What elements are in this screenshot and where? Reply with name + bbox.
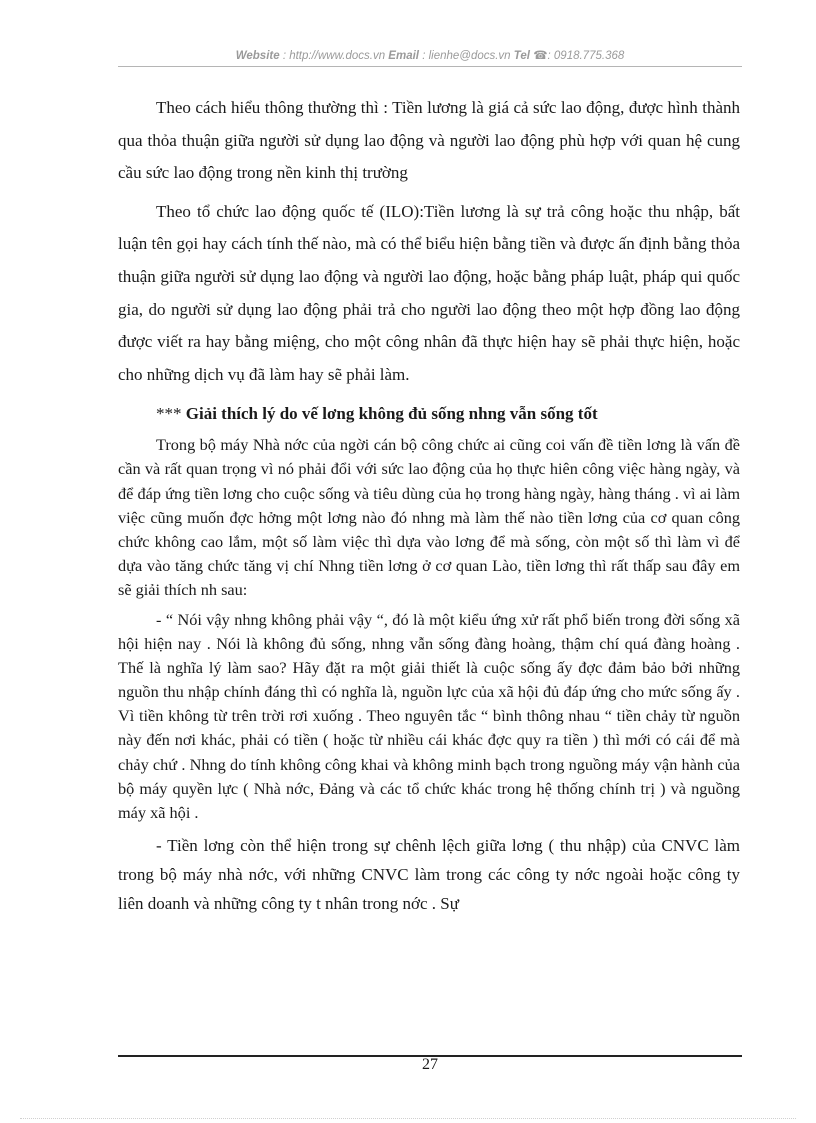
website-value: : http://www.docs.vn <box>282 50 386 62</box>
page-header <box>118 48 742 62</box>
email-value: : lienhe@docs.vn <box>422 50 511 62</box>
heading-stars: *** <box>156 404 182 424</box>
tel-value: : 0918.775.368 <box>547 50 625 62</box>
paragraph-wage-definition: Theo cách hiểu thông thường thì : Tiền lương là giá cả sức lao động, được hình thành qua thỏa thuận giữa người sử dụng lao động và người lao động phù hợp với quan hệ cung cầu sức lao động trong nền kinh thị trường <box>118 98 740 183</box>
email-label: Email <box>388 50 419 62</box>
paragraph-social-behavior: - “ Nói vậy nhng không phải vậy “, đó là một kiểu ứng xử rất phổ biến trong đời sống xã hội hiện nay . Nói là không đủ sống, nhng vẫn sống đàng hoàng, thậm chí quá đàng hoàng . Thế là nghĩa lý làm sao? Hãy đặt ra một giải thiết là cuộc sống ấy đợc đảm bảo bởi những nguồn thu nhập chính đáng thì có nghĩa là, nguồn lực của xã hội đủ đáp ứng cho mức sống ấy . Vì tiền không từ trên trời rơi xuống . Theo nguyên tắc “ bình thông nhau “ tiền chảy từ nguồn này đến nơi khác, phải có tiền ( hoặc từ nhiều cái khác đợc quy ra tiền ) thì mới có cái để mà chảy chứ . Nhng do tính không công khai và không minh bạch trong nguồng máy vận hành của bộ máy quyền lực ( Nhà nớc, Đảng và các tổ chức khác trong hệ thống chính trị ) và nguồng máy xã hội . <box>118 610 740 822</box>
page-bottom-border <box>20 1118 796 1119</box>
paragraph-ilo-definition: Theo tổ chức lao động quốc tế (ILO):Tiền lương là sự trả công hoặc thu nhập, bất luận tên gọi hay cách tính thế nào, mà có thể biểu hiện bằng tiền và được ấn định bằng thỏa thuận giữa người sử dụng lao động và người lao động, hoặc bằng pháp luật, pháp qui quốc gia, do người sử dụng lao động phải trả cho người lao động theo một hợp đồng lao động được viết ra hay bằng miệng, cho một công nhân đã thực hiện hay sẽ phải thực hiện, hoặc cho những dịch vụ đã làm hay sẽ phải làm. <box>118 201 740 384</box>
heading-title: Giải thích lý do vế lơng không đủ sống nhng vẫn sống tốt <box>185 404 598 424</box>
tel-label: Tel <box>513 50 530 62</box>
header-rule <box>118 66 742 67</box>
document-body <box>118 92 740 918</box>
page-number: 27 <box>422 1056 438 1073</box>
paragraph-wage-gap: - Tiền lơng còn thể hiện trong sự chênh lệch giữa lơng ( thu nhập) của CNVC làm trong bộ máy nhà nớc, với những CNVC làm trong các công ty nớc ngoài hoặc công ty liên doanh và những công ty t nhân trong nớc . Sự <box>118 835 740 913</box>
section-heading <box>118 398 740 430</box>
phone-icon: ☎ <box>533 50 548 62</box>
website-label: Website <box>235 50 280 62</box>
paragraph-state-apparatus: Trong bộ máy Nhà nớc của ngời cán bộ công chức ai cũng coi vấn đề tiền lơng là vấn đề cần và rất quan trọng vì nó phải đổi với sức lao động của họ thực hiên công việc hàng ngày, và để đáp ứng tiền lơng cho cuộc sống và tiêu dùng của họ trong hàng ngày, hàng tháng . vì ai làm việc cũng muốn đợc hởng một lơng nào đó nhng mà làm thế nào tiền lơng của cơ quan công chức không cao lắm, một số làm việc thì dựa vào lơng để mà sống, còn một số thì làm vì để dựa vào tăng chức tăng vị chí Nhng tiền lơng ở cơ quan Lào, tiền lơng thì rất thấp sau đây em sẽ giải thích nh sau: <box>118 435 740 599</box>
